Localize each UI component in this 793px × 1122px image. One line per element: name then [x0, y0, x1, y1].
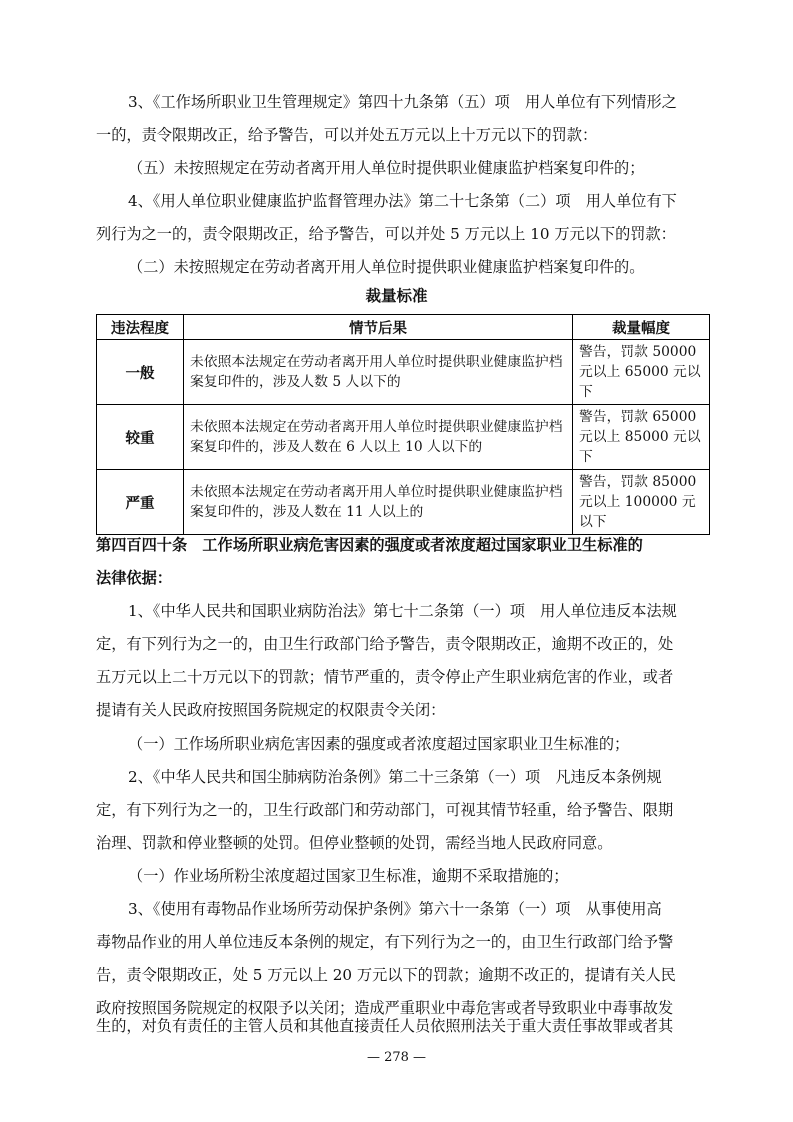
- paragraph-line: 列行为之一的，责令限期改正，给予警告，可以并处 5 万元以上 10 万元以下的罚款：: [96, 225, 676, 243]
- article-title: 第四百四十条 工作场所职业病危害因素的强度或者浓度超过国家职业卫生标准的: [96, 536, 643, 554]
- paragraph-line: 政府按照国务院规定的权限予以关闭；造成严重职业中毒危害或者导致职业中毒事故发: [96, 999, 674, 1017]
- paragraph-line: 1、《中华人民共和国职业病防治法》第七十二条第（一）项 用人单位违反本法规: [128, 602, 677, 620]
- row-consequence: 未依照本法规定在劳动者离开用人单位时提供职业健康监护档案复印件的，涉及人数在 11 人以上的: [184, 470, 573, 535]
- page-number: — 278 —: [366, 1050, 427, 1065]
- paragraph-line: 五万元以上二十万元以下的罚款；情节严重的，责令停止产生职业病危害的作业，或者: [96, 668, 674, 686]
- paragraph-line: （二）未按照规定在劳动者离开用人单位时提供职业健康监护档案复印件的。: [128, 258, 645, 276]
- paragraph-line: 生的，对负有责任的主管人员和其他直接责任人员依照刑法关于重大责任事故罪或者其: [96, 1017, 674, 1035]
- penalty-table: [96, 314, 710, 535]
- paragraph-line: 3、《使用有毒物品作业场所劳动保护条例》第六十一条第（一）项 从事使用高: [128, 900, 662, 918]
- row-consequence: 未依照本法规定在劳动者离开用人单位时提供职业健康监护档案复印件的，涉及人数在 6 人以上 10 人以下的: [184, 405, 573, 470]
- row-level: 严重: [97, 470, 184, 535]
- table-row: [97, 405, 710, 470]
- paragraph-line: 治理、罚款和停业整顿的处罚。但停业整顿的处罚，需经当地人民政府同意。: [96, 834, 613, 852]
- paragraph-line: （一）工作场所职业病危害因素的强度或者浓度超过国家职业卫生标准的；: [128, 735, 630, 753]
- header-level: 违法程度: [97, 315, 184, 340]
- paragraph-line: （五）未按照规定在劳动者离开用人单位时提供职业健康监护档案复印件的；: [128, 159, 645, 177]
- article-subtitle: 法律依据：: [96, 569, 172, 587]
- row-range: 警告，罚款 50000 元以上 65000 元以下: [573, 340, 710, 405]
- table-row: [97, 470, 710, 535]
- paragraph-line: 定，有下列行为之一的，由卫生行政部门给予警告，责令限期改正，逾期不改正的，处: [96, 635, 674, 653]
- table-title: 裁量标准: [365, 287, 428, 305]
- header-consequence: 情节后果: [184, 315, 573, 340]
- paragraph-line: 2、《中华人民共和国尘肺病防治条例》第二十三条第（一）项 凡违反本条例规: [128, 768, 662, 786]
- paragraph-line: 定，有下列行为之一的，卫生行政部门和劳动部门，可视其情节轻重，给予警告、限期: [96, 801, 674, 819]
- row-level: 一般: [97, 340, 184, 405]
- paragraph-line: 毒物品作业的用人单位违反本条例的规定，有下列行为之一的，由卫生行政部门给予警: [96, 933, 674, 951]
- paragraph-line: 告，责令限期改正，处 5 万元以上 20 万元以下的罚款；逾期不改正的，提请有关人民: [96, 966, 676, 984]
- header-range: 裁量幅度: [573, 315, 710, 340]
- row-level: 较重: [97, 405, 184, 470]
- paragraph-line: 4、《用人单位职业健康监护监督管理办法》第二十七条第（二）项 用人单位有下: [128, 192, 677, 210]
- paragraph-line: 3、《工作场所职业卫生管理规定》第四十九条第（五）项 用人单位有下列情形之: [128, 93, 677, 111]
- paragraph-line: 提请有关人民政府按照国务院规定的权限责令关闭：: [96, 701, 446, 719]
- paragraph-line: 一的，责令限期改正，给予警告，可以并处五万元以上十万元以下的罚款：: [96, 126, 598, 144]
- row-range: 警告，罚款 85000 元以上 100000 元以下: [573, 470, 710, 535]
- table-header-row: [97, 315, 710, 340]
- row-consequence: 未依照本法规定在劳动者离开用人单位时提供职业健康监护档案复印件的，涉及人数 5 人以下的: [184, 340, 573, 405]
- table-row: [97, 340, 710, 405]
- row-range: 警告，罚款 65000 元以上 85000 元以下: [573, 405, 710, 470]
- paragraph-line: （一）作业场所粉尘浓度超过国家卫生标准，逾期不采取措施的；: [128, 867, 569, 885]
